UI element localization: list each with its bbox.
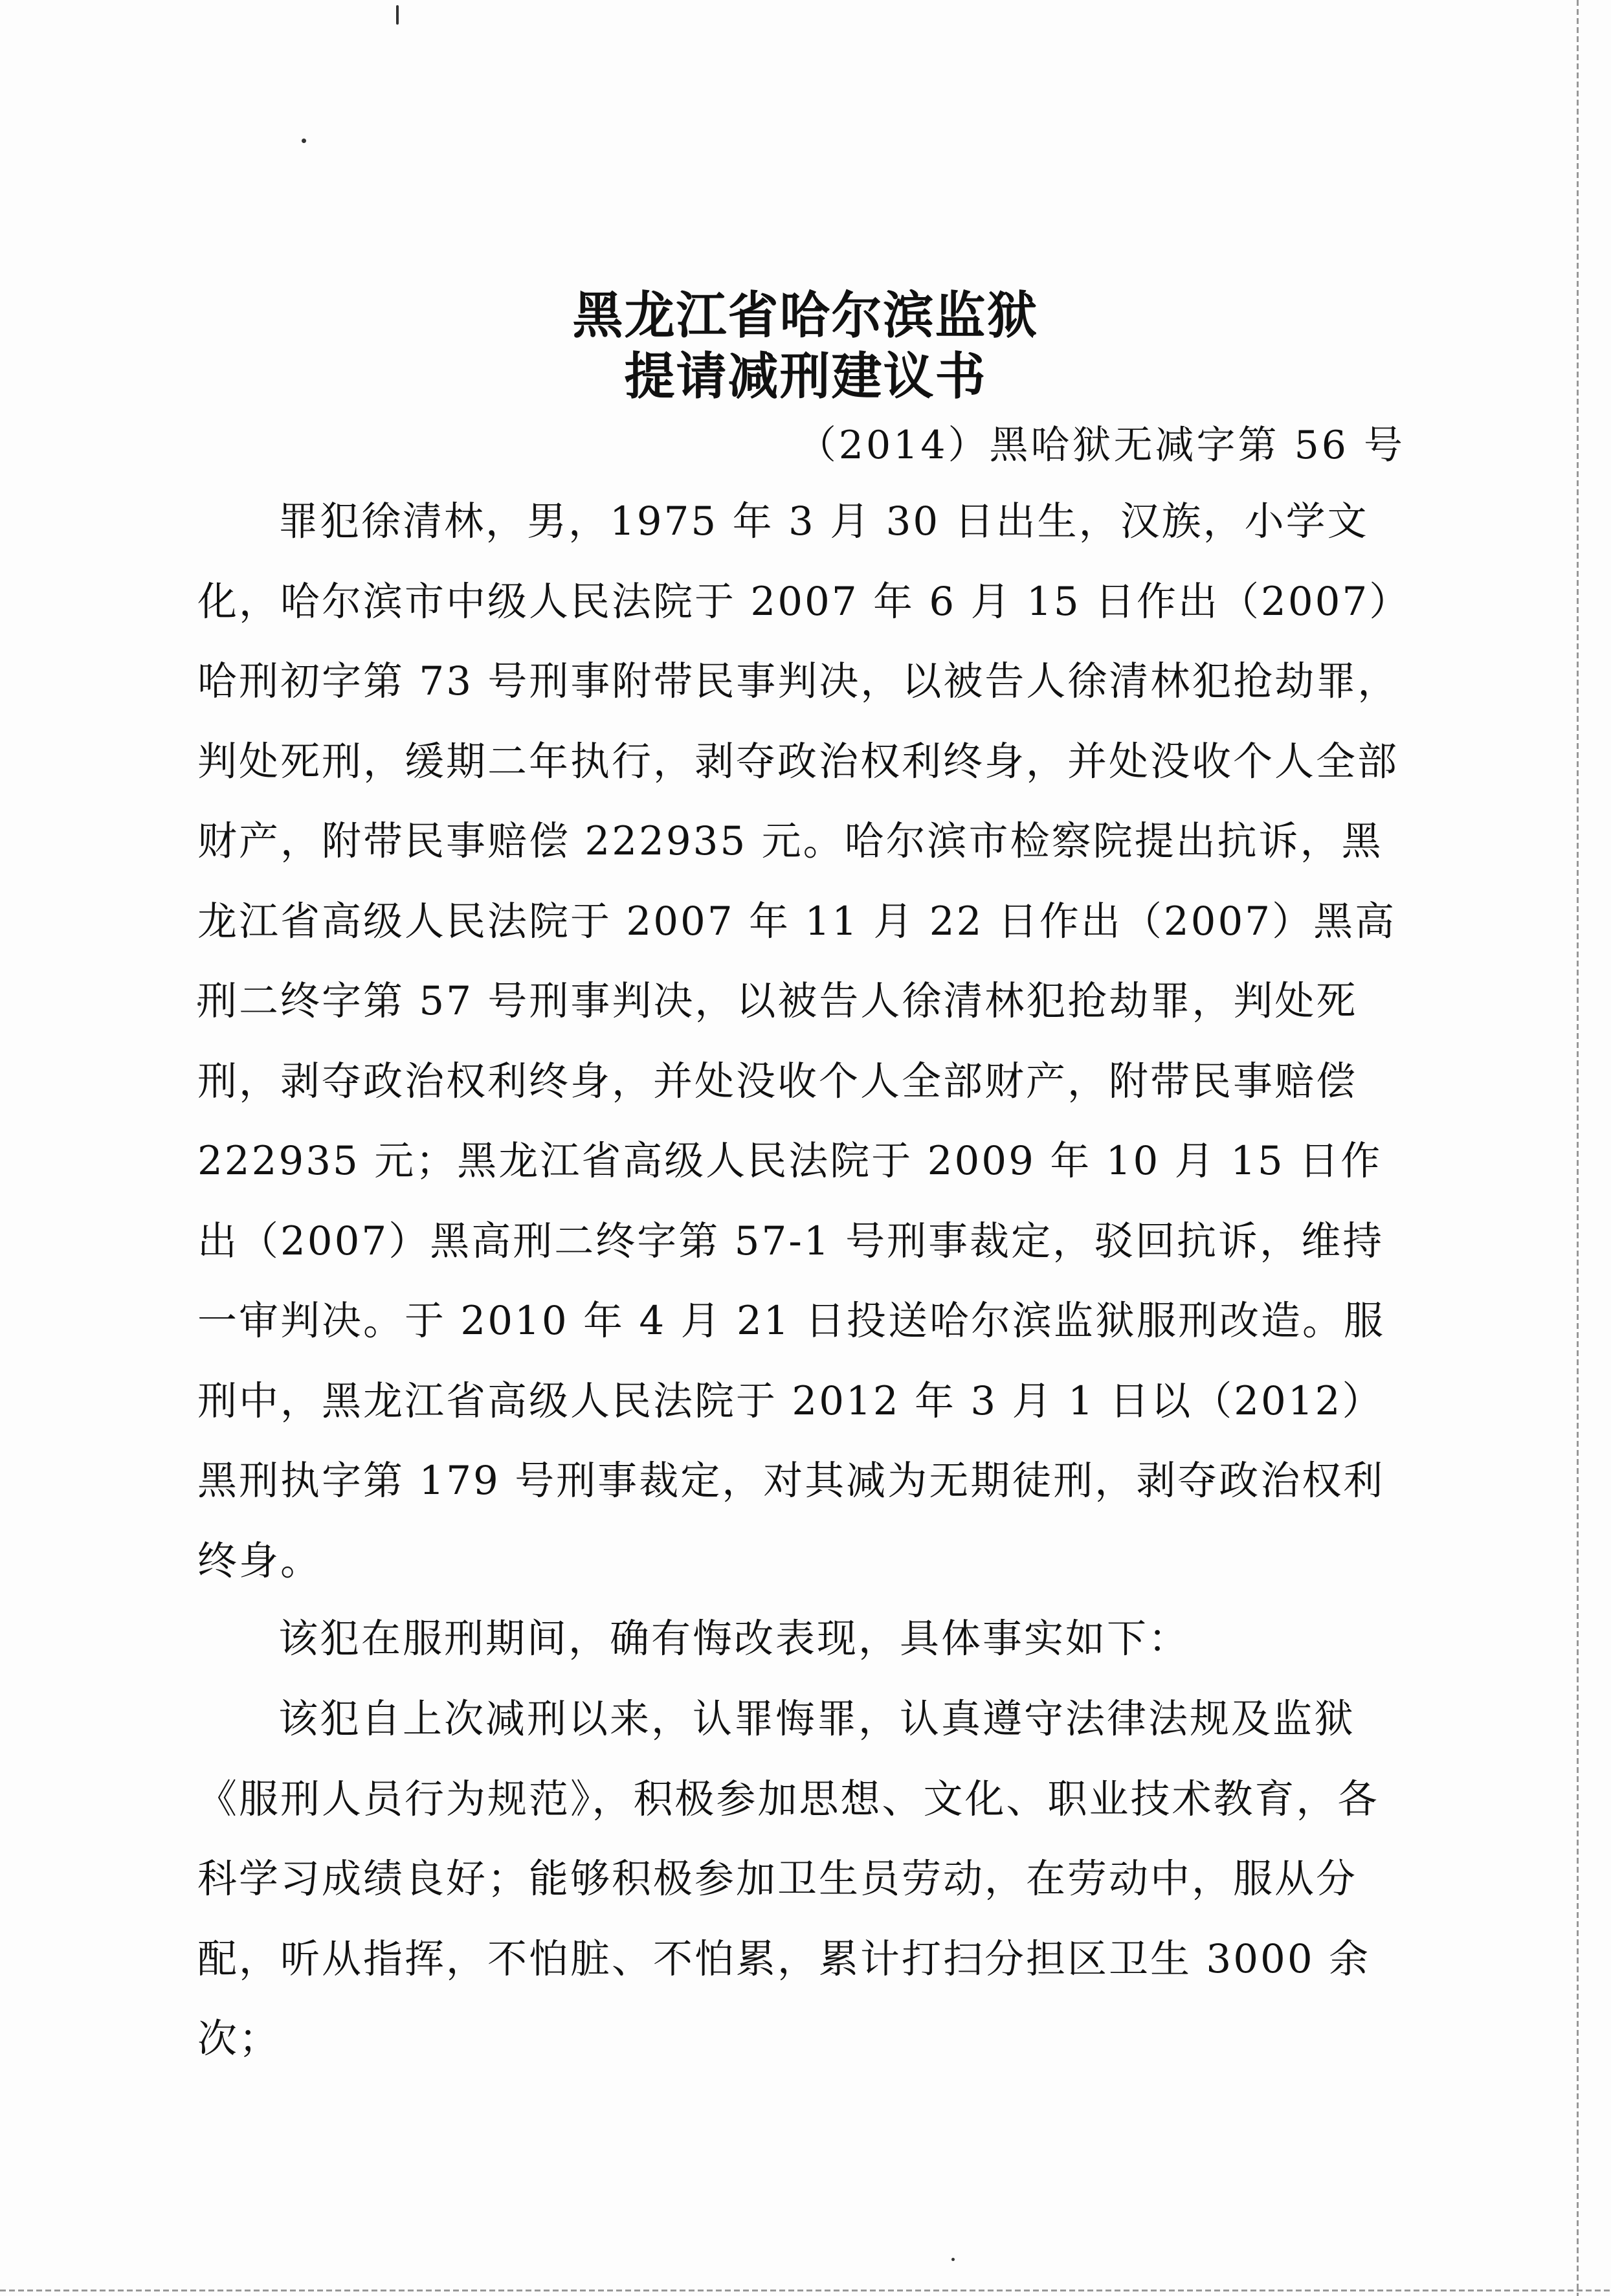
document-subtitle: 提请减刑建议书 xyxy=(624,348,987,406)
page-edge-bottom xyxy=(0,2290,1611,2291)
paragraph-criminal-record: 罪犯徐清林，男，1975 年 3 月 30 日出生，汉族，小学文化，哈尔滨市中级人民法院于 2007 年 6 月 15 日作出（2007）哈刑初字第 73 号刑事附带民事判决，以被告人徐清林犯抢劫罪，判处死刑，缓期二年执行，剥夺政治权利终身，并处没收个人全部财产，附带民事赔偿 222935 元。哈尔滨市检察院提出抗诉，黑龙江省高级人民法院于 2007 年 11 月 22 日作出（2007）黑高刑二终字第 57 号刑事判决，以被告人徐清林犯抢劫罪，判处死刑，剥夺政治权利终身，并处没收个人全部财产，附带民事赔偿 222935 元；黑龙江省高级人民法院于 2009 年 10 月 15 日作出（2007）黑高刑二终字第 57-1 号刑事裁定，驳回抗诉，维持一审判决。于 2010 年 4 月 21 日投送哈尔滨监狱服刑改造。服刑中，黑龙江省高级人民法院于 2012 年 3 月 1 日以（2012）黑刑执字第 179 号刑事裁定，对其减为无期徒刑，剥夺政治权利终身。 xyxy=(197,498,1411,1584)
paragraph-intro-facts: 该犯在服刑期间，确有悔改表现，具体事实如下： xyxy=(278,1616,1190,1662)
document-number: （2014）黑哈狱无减字第 56 号 xyxy=(797,423,1405,468)
scan-speck xyxy=(396,5,399,25)
paragraph-facts: 该犯自上次减刑以来，认罪悔罪，认真遵守法律法规及监狱《服刑人员行为规范》，积极参加思想、文化、职业技术教育，各科学习成绩良好；能够积极参加卫生员劳动，在劳动中，服从分配，听从指挥，不怕脏、不怕累，累计打扫分担区卫生 3000 余次； xyxy=(197,1696,1379,2062)
scan-speck xyxy=(302,139,306,143)
document-title: 黑龙江省哈尔滨监狱 xyxy=(572,287,1039,345)
scan-speck xyxy=(951,2258,955,2261)
